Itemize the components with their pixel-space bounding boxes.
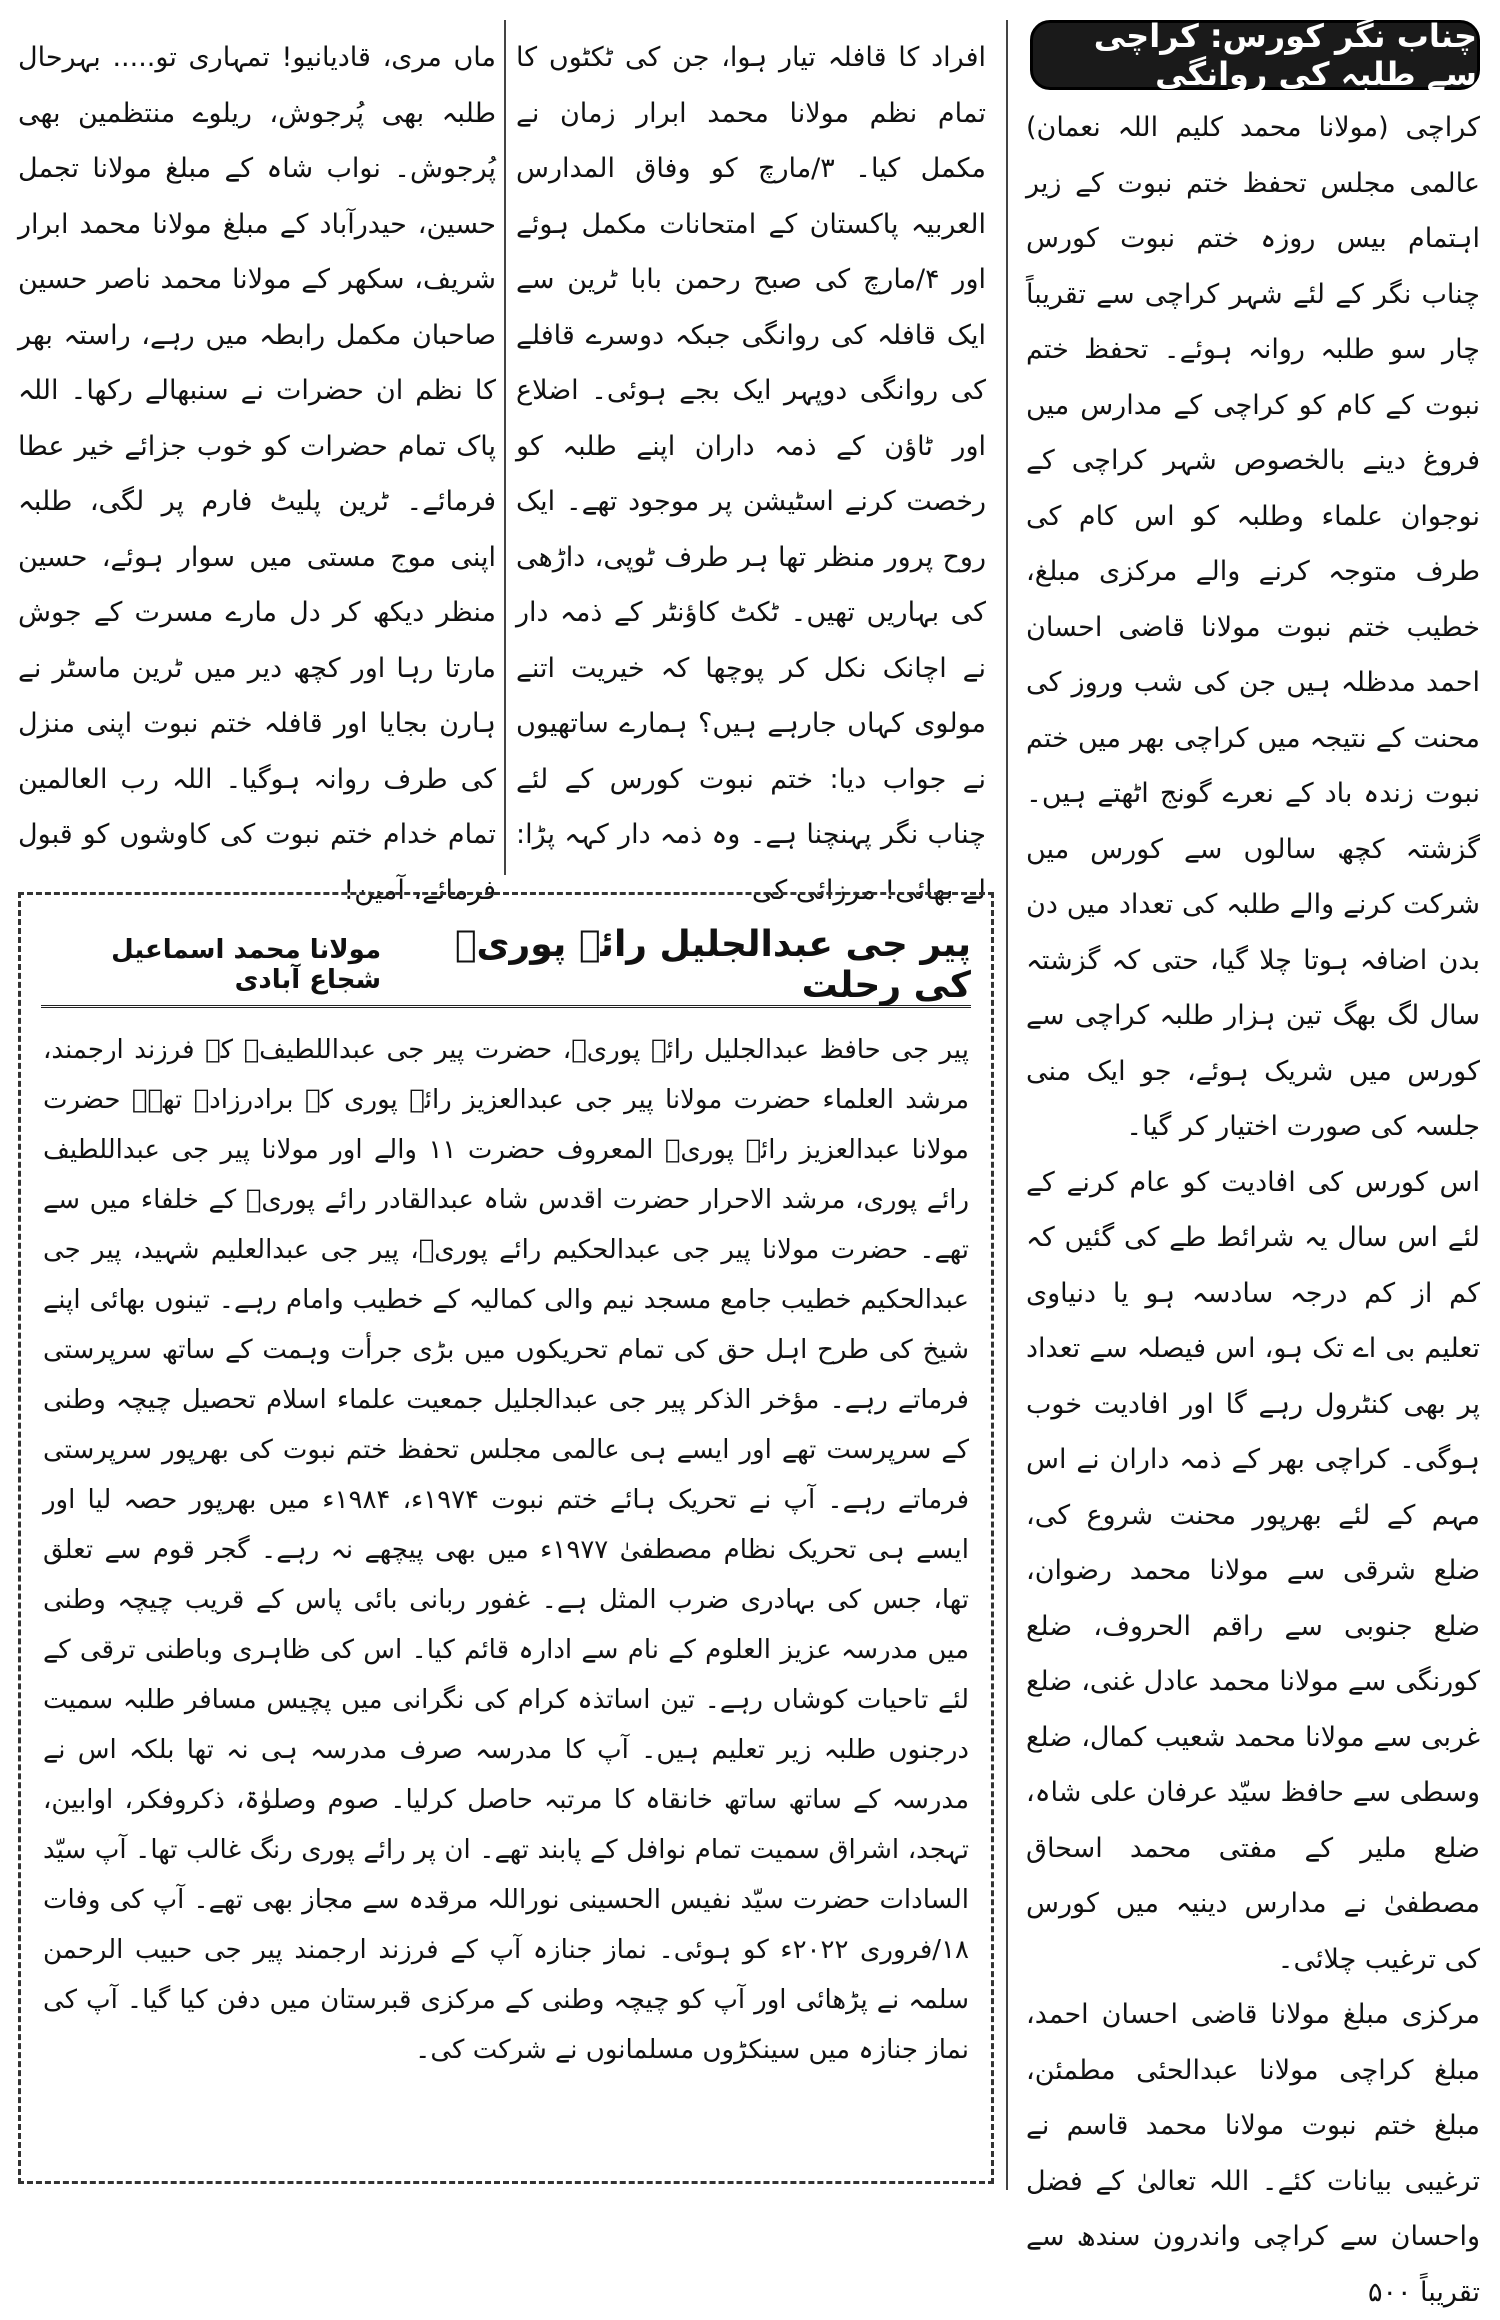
obituary-title: پیر جی عبدالجلیل رائے پوریؒ کی رحلت [454,924,971,1006]
article-paragraph: اس کورس کی افادیت کو عام کرنے کے لئے اس سال یہ شرائط طے کی گئیں کہ کم از کم درجہ سادسہ ہو یا دنیاوی تعلیم بی اے تک ہو، اس فیصلہ سے تعداد پر بھی کنٹرول رہے گا اور افادیت خوب ہوگی۔ کراچی بھر کے ذمہ داران نے اس مہم کے لئے بھرپور محنت شروع کی، ضلع شرقی سے مولانا محمد رضوان، ضلع جنوبی سے راقم الحروف، ضلع کورنگی سے مولانا محمد عادل غنی، ضلع غربی سے مولانا محمد شعیب کمال، ضلع وسطی سے حافظ سیّد عرفان علی شاہ، ضلع ملیر کے مفتی محمد اسحاق مصطفیٰ نے مدارس دینیہ میں کورس کی ترغیب چلائی۔ [1026,1166,1480,1975]
article-column-left [18,30,496,906]
article-headline: چناب نگر کورس: کراچی سے طلبہ کی روانگی [1030,20,1480,90]
article-paragraph: ماں مری، قادیانیو! تمہاری تو..... بہرحال طلبہ بھی پُرجوش، ریلوے منتظمین بھی پُرجوش۔ نواب شاہ کے مبلغ مولانا تجمل حسین، حیدرآباد کے مبلغ مولانا محمد ابرار شریف، سکھر کے مولانا محمد ناصر حسین صاحبان مکمل رابطہ میں رہے، راستہ بھر کا نظم ان حضرات نے سنبھالے رکھا۔ اللہ پاک تمام حضرات کو خوب جزائے خیر عطا فرمائے۔ ٹرین پلیٹ فارم پر لگی، طلبہ اپنی موج مستی میں سوار ہوئے، حسین منظر دیکھ کر دل مارے مسرت کے جوش مارتا رہا اور کچھ دیر میں ٹرین ماسٹر نے ہارن بجایا اور قافلہ ختم نبوت اپنی منزل کی طرف روانہ ہوگیا۔ اللہ رب العالمین تمام خدام ختم نبوت کی کاوشوں کو قبول فرمائے، آمین! [18,42,496,906]
article-column-right [1026,100,1480,2308]
obituary-body: پیر جی حافظ عبدالجلیل رائے پوریؒ، حضرت پیر جی عبداللطیفؒ کے فرزند ارجمند، مرشد العلماء حضرت مولانا پیر جی عبدالعزیز رائے پوری کے برادرزادہ تھے۔ حضرت مولانا عبدالعزیز رائے پوریؒ المعروف حضرت ۱۱ والے اور مولانا پیر جی عبداللطیف رائے پوری، مرشد الاحرار حضرت اقدس شاہ عبدالقادر رائے پوریؒ کے خلفاء میں سے تھے۔ حضرت مولانا پیر جی عبدالحکیم رائے پوریؒ، پیر جی عبدالعلیم شہید، پیر جی عبدالحکیم خطیب جامع مسجد نیم والی کمالیہ کے خطیب وامام رہے۔ تینوں بھائی اپنے شیخ کی طرح اہل حق کی تمام تحریکوں میں بڑی جرأت وہمت کے ساتھ سرپرستی فرماتے رہے۔ مؤخر الذکر پیر جی عبدالجلیل جمعیت علماء اسلام تحصیل چیچہ وطنی کے سرپرست تھے اور ایسے ہی عالمی مجلس تحفظ ختم نبوت کی بھرپور سرپرستی فرماتے رہے۔ آپ نے تحریک ہائے ختم نبوت ۱۹۷۴ء، ۱۹۸۴ء میں بھرپور حصہ لیا اور ایسے ہی تحریک نظام مصطفیٰ ۱۹۷۷ء میں بھی پیچھے نہ رہے۔ گجر قوم سے تعلق تھا، جس کی بہادری ضرب المثل ہے۔ غفور ربانی بائی پاس کے قریب چیچہ وطنی میں مدرسہ عزیز العلوم کے نام سے ادارہ قائم کیا۔ اس کی ظاہری وباطنی ترقی کے لئے تاحیات کوشاں رہے۔ تین اساتذہ کرام کی نگرانی میں پچیس مسافر طلبہ سمیت درجنوں طلبہ زیر تعلیم ہیں۔ آپ کا مدرسہ صرف مدرسہ ہی نہ تھا بلکہ اس نے مدرسہ کے ساتھ ساتھ خانقاہ کا مرتبہ حاصل کرلیا۔ صوم وصلوٰۃ، ذکروفکر، اوابین، تہجد، اشراق سمیت تمام نوافل کے پابند تھے۔ ان پر رائے پوری رنگ غالب تھا۔ آپ سیّد السادات حضرت سیّد نفیس الحسینی نوراللہ مرقدہ سے مجاز بھی تھے۔ آپ کی وفات ۱۸/فروری ۲۰۲۲ء کو ہوئی۔ نماز جنازہ آپ کے فرزند ارجمند پیر جی حبیب الرحمن سلمہ نے پڑھائی اور آپ کو چیچہ وطنی کے مرکزی قبرستان میں دفن کیا گیا۔ آپ کی نماز جنازہ میں سینکڑوں مسلمانوں نے شرکت کی۔ [43,1035,970,2065]
obituary-author: مولانا محمد اسماعیل شجاع آبادی [111,935,382,995]
obituary-header [41,925,971,1008]
article-paragraph: مرکزی مبلغ مولانا قاضی احسان احمد، مبلغ کراچی مولانا عبدالحئی مطمئن، مبلغ ختم نبوت مولانا محمد قاسم نے ترغیبی بیانات کئے۔ اللہ تعالیٰ کے فضل واحسان سے کراچی واندرون سندھ سے تقریباً ۵۰۰ [1026,1999,1480,2308]
article-column-middle [516,30,987,906]
article-paragraph: افراد کا قافلہ تیار ہوا، جن کی ٹکٹوں کا تمام نظم مولانا محمد ابرار زمان نے مکمل کیا۔ ۳/مارچ کو وفاق المدارس العربیہ پاکستان کے امتحانات مکمل ہوئے اور ۴/مارچ کی صبح رحمن بابا ٹرین سے ایک قافلہ کی روانگی جبکہ دوسرے قافلے کی روانگی دوپہر ایک بجے ہوئی۔ اضلاع اور ٹاؤن کے ذمہ داران اپنے طلبہ کو رخصت کرنے اسٹیشن پر موجود تھے۔ ایک روح پرور منظر تھا ہر طرف ٹوپی، داڑھی کی بہاریں تھیں۔ ٹکٹ کاؤنٹر کے ذمہ دار نے اچانک نکل کر پوچھا کہ خیریت اتنے مولوی کہاں جارہے ہیں؟ ہمارے ساتھیوں نے جواب دیا: ختم نبوت کورس کے لئے چناب نگر پہنچنا ہے۔ وہ ذمہ دار کہہ پڑا: لے بھائی! مرزائی کی [516,42,987,906]
article-paragraph: کراچی (مولانا محمد کلیم اللہ نعمان) عالمی مجلس تحفظ ختم نبوت کے زیر اہتمام بیس روزہ ختم نبوت کورس چناب نگر کے لئے شہر کراچی سے تقریباً چار سو طلبہ روانہ ہوئے۔ تحفظ ختم نبوت کے کام کو کراچی کے مدارس میں فروغ دینے بالخصوص شہر کراچی کے نوجوان علماء وطلبہ کو اس کام کی طرف متوجہ کرنے والے مرکزی مبلغ، خطیب ختم نبوت مولانا قاضی احسان احمد مدظلہ ہیں جن کی شب وروز کی محنت کے نتیجہ میں کراچی بھر میں ختم نبوت زندہ باد کے نعرے گونج اٹھتے ہیں۔ گزشتہ کچھ سالوں سے کورس میں شرکت کرنے والے طلبہ کی تعداد میں دن بدن اضافہ ہوتا چلا گیا، حتی کہ گزشتہ سال لگ بھگ تین ہزار طلبہ کراچی سے کورس میں شریک ہوئے، جو ایک منی جلسہ کی صورت اختیار کر گیا۔ [1026,112,1480,1142]
obituary-box [18,892,994,2184]
column-rule [1006,20,1008,2190]
column-rule [504,20,506,875]
